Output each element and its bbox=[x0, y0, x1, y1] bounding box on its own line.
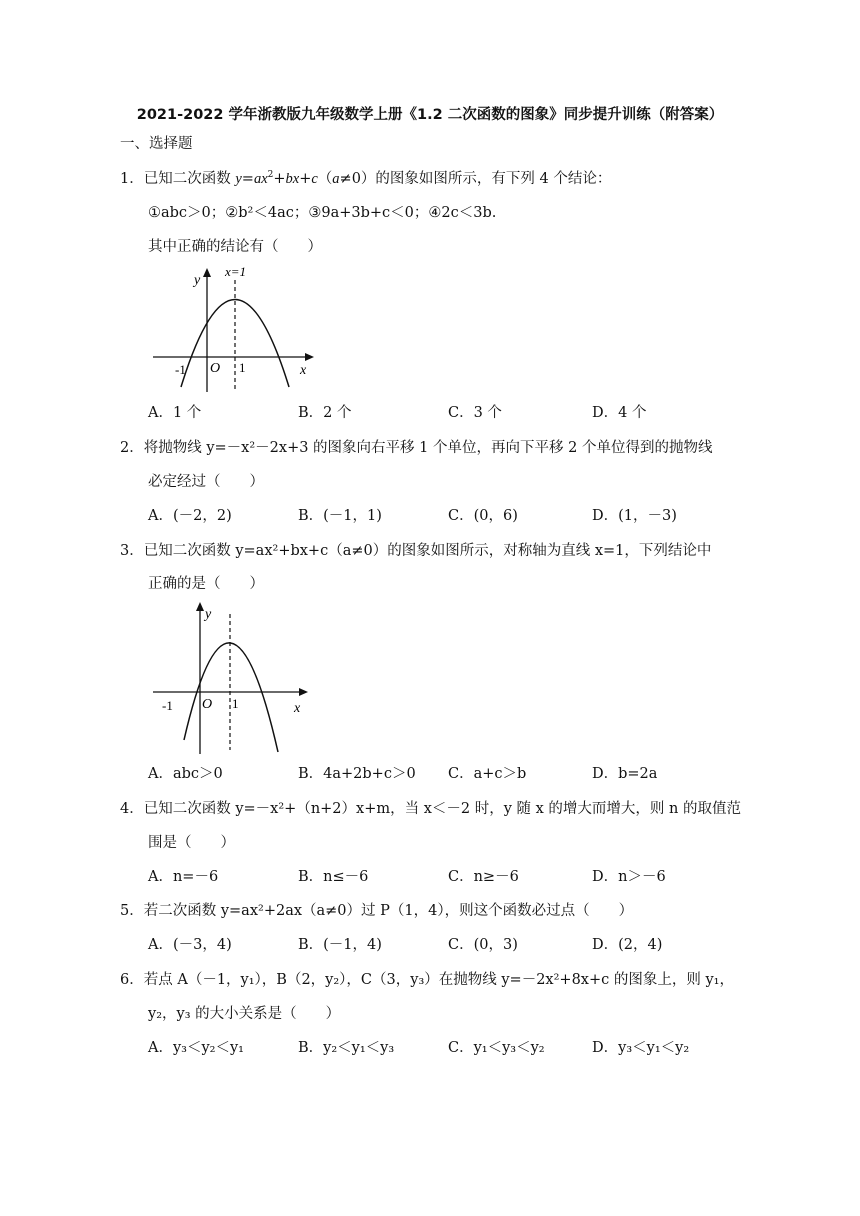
q2-stem-line1: 2．将抛物线 y=－x²－2x+3 的图象向右平移 1 个单位，再向下平移 2 个单位得到的抛物线 bbox=[120, 440, 713, 456]
q1-number: 1． bbox=[120, 171, 144, 187]
q3-neg1-label: -1 bbox=[162, 698, 173, 713]
q1-option-c[interactable]: C．3 个 bbox=[448, 405, 502, 421]
q5-option-b[interactable]: B．(－1，4) bbox=[298, 937, 382, 953]
q2-stem-line2: 必定经过（ ） bbox=[148, 474, 264, 490]
q3-stem-line1: 3．已知二次函数 y=ax²+bx+c（a≠0）的图象如图所示，对称轴为直线 x=1，下列结论中 bbox=[120, 543, 712, 559]
q3-option-c[interactable]: C．a+c＞b bbox=[448, 766, 527, 782]
q1-option-b[interactable]: B．2 个 bbox=[298, 405, 352, 421]
q1-neg1-label: -1 bbox=[175, 362, 186, 377]
q3-origin-label: O bbox=[202, 697, 213, 712]
q4-stem-line2: 围是（ ） bbox=[148, 835, 235, 851]
q1-ask: 其中正确的结论有（ ） bbox=[148, 239, 322, 255]
q5-option-a[interactable]: A．(－3，4) bbox=[148, 937, 232, 953]
q3-option-d[interactable]: D．b=2a bbox=[592, 766, 658, 782]
q5-option-c[interactable]: C．(0，3) bbox=[448, 937, 518, 953]
q6-option-c[interactable]: C．y₁＜y₃＜y₂ bbox=[448, 1040, 545, 1056]
q1-origin-label: O bbox=[210, 361, 221, 376]
q6-stem-line2: y₂，y₃ 的大小关系是（ ） bbox=[148, 1006, 341, 1022]
q4-option-c[interactable]: C．n≥－6 bbox=[448, 869, 519, 885]
q2-option-c[interactable]: C．(0，6) bbox=[448, 508, 518, 524]
q3-one-label: 1 bbox=[232, 696, 239, 711]
q4-option-b[interactable]: B．n≤－6 bbox=[298, 869, 369, 885]
q2-option-d[interactable]: D．(1，－3) bbox=[592, 508, 677, 524]
q2-option-a[interactable]: A．(－2，2) bbox=[148, 508, 232, 524]
q3-parabola-graph bbox=[148, 600, 318, 758]
q2-number: 2． bbox=[120, 440, 144, 456]
q1-y-label: y bbox=[194, 273, 201, 288]
q1-axis-label: x=1 bbox=[225, 264, 247, 279]
q2-option-b[interactable]: B．(－1，1) bbox=[298, 508, 382, 524]
q1-stem: 1．已知二次函数 $y=ax^2+bx+c(a\ne 0)$的图象如图所示，有下列 4 个结论： bbox=[120, 170, 612, 187]
q1-conclusions: ①abc＞0；②b²＜4ac；③9a+3b+c＜0；④2c＜3b. bbox=[148, 205, 497, 221]
q4-option-a[interactable]: A．n=－6 bbox=[148, 869, 219, 885]
q6-number: 6． bbox=[120, 972, 144, 988]
q1-stem-pre: 已知二次函数 bbox=[143, 171, 231, 187]
q5-stem-line1: 5．若二次函数 y=ax²+2ax（a≠0）过 P（1，4），则这个函数必过点（ ） bbox=[120, 903, 634, 919]
q4-number: 4． bbox=[120, 801, 144, 817]
page-title: 2021-2022 学年浙教版九年级数学上册《1.2 二次函数的图象》同步提升训练（附答案） bbox=[136, 107, 724, 123]
q5-number: 5． bbox=[120, 903, 144, 919]
q3-option-a[interactable]: A．abc＞0 bbox=[148, 766, 223, 782]
q6-option-b[interactable]: B．y₂＜y₁＜y₃ bbox=[298, 1040, 395, 1056]
q4-option-d[interactable]: D．n＞－6 bbox=[592, 869, 666, 885]
q3-option-b[interactable]: B．4a+2b+c＞0 bbox=[298, 766, 416, 782]
q3-number: 3． bbox=[120, 543, 144, 559]
q1-option-d[interactable]: D．4 个 bbox=[592, 405, 647, 421]
q1-parabola-graph bbox=[148, 262, 323, 397]
q5-option-d[interactable]: D．(2，4) bbox=[592, 937, 663, 953]
section-heading: 一、选择题 bbox=[120, 136, 193, 152]
q3-x-label: x bbox=[294, 701, 301, 716]
q3-y-label: y bbox=[205, 607, 212, 622]
q1-one-label: 1 bbox=[239, 360, 246, 375]
q6-option-d[interactable]: D．y₃＜y₁＜y₂ bbox=[592, 1040, 690, 1056]
q6-option-a[interactable]: A．y₃＜y₂＜y₁ bbox=[148, 1040, 244, 1056]
q6-stem-line1: 6．若点 A（－1，y₁），B（2，y₂），C（3，y₃）在抛物线 y=－2x²+8x+c 的图象上，则 y₁， bbox=[120, 972, 734, 988]
q1-x-label: x bbox=[300, 363, 307, 378]
q1-option-a[interactable]: A．1 个 bbox=[148, 405, 202, 421]
q1-stem-post: 的图象如图所示，有下列 4 个结论： bbox=[375, 171, 612, 187]
q4-stem-line1: 4．已知二次函数 y=－x²+（n+2）x+m，当 x＜－2 时，y 随 x 的增大而增大，则 n 的取值范 bbox=[120, 801, 741, 817]
q3-stem-line2: 正确的是（ ） bbox=[148, 576, 264, 592]
